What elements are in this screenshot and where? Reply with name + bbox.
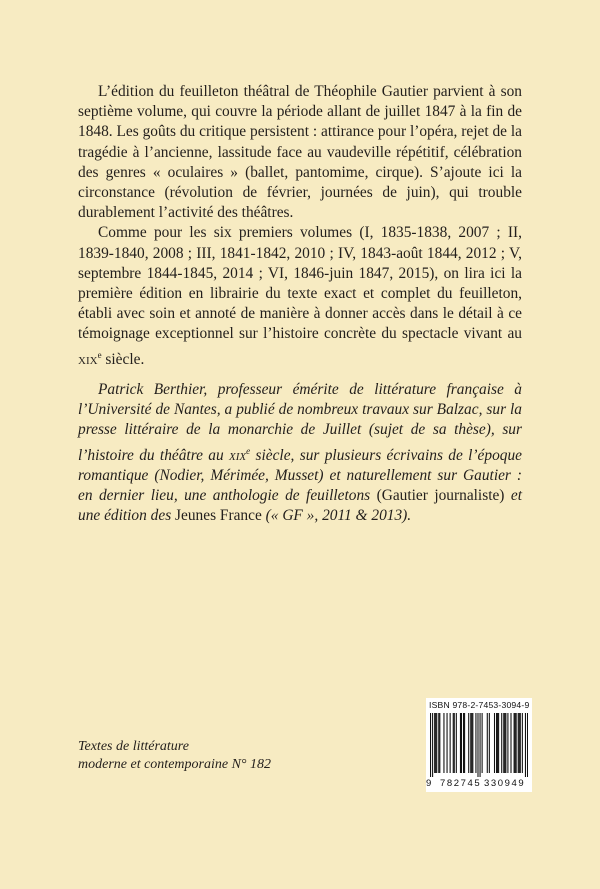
- summary-paragraph-2: [78, 223, 522, 370]
- isbn-barcode-block: [426, 698, 532, 792]
- ean-digits-left: 782745: [440, 778, 482, 789]
- summary-paragraph-2-text: Comme pour les six premiers volumes (I, 1835-1838, 2007 ; II, 1839-1840, 2008 ; III, 1841-1842, 2010 ; IV, 1843-août 1844, 2012 ; V, septembre 1844-1845, 2014 ; VI, 1846-juin 1847, 2015), on lira ici la première édition en librairie du texte exact et complet du feuilleton, établi avec soin et annoté de manière à donner accès dans le détail à ce témoignage exceptionnel sur l’histoire concrète du spectacle vivant au: [78, 224, 522, 343]
- series-line-2: moderne et contemporaine N° 182: [78, 757, 272, 772]
- summary-paragraph-2-end: siècle.: [101, 350, 145, 368]
- century-numeral: xix: [78, 350, 98, 368]
- series-info: [78, 738, 271, 774]
- barcode-icon: [430, 713, 528, 777]
- ean-digit-first: 9: [426, 778, 432, 789]
- bio-text-3: et une édition des: [78, 487, 522, 525]
- bio-text-1: Patrick Berthier, professeur émérite de littérature française à l’Université de Nantes, a publié de nombreux travaux sur Balzac, sur la presse littéraire de la monarchie de Juillet (sujet de sa thèse), sur l’histoire du théâtre au: [78, 381, 522, 464]
- bio-work-gautier-journaliste: (Gautier journaliste): [376, 487, 505, 505]
- bio-work-jeunes-france: Jeunes France: [175, 507, 262, 525]
- bio-century-superscript: e: [246, 445, 251, 456]
- century-superscript: e: [97, 349, 102, 360]
- back-cover-summary: [78, 82, 522, 370]
- ean-digits-right: 330949: [484, 778, 526, 789]
- bio-text-2: siècle, sur plusieurs écrivains de l’époque romantique (Nodier, Mérimée, Musset) et naturellement sur Gautier : en dernier lieu, une anthologie de feuilletons: [78, 446, 522, 505]
- summary-paragraph-1: L’édition du feuilleton théâtral de Théophile Gautier parvient à son septième volume, qui couvre la période allant de juillet 1847 à la fin de 1848. Les goûts du critique persistent : attirance pour l’opéra, rejet de la tragédie à l’ancienne, lassitude face au vaudeville répétitif, célébration des genres « oculaires » (ballet, pantomime, cirque). S’ajoute ici la circonstance (révolution de février, journées de juin), qui trouble durablement l’activité des théâtres.: [78, 83, 522, 222]
- bio-text-4: (« GF », 2011 & 2013).: [261, 507, 412, 525]
- bio-century-numeral: xix: [229, 446, 247, 464]
- isbn-label: ISBN 978-2-7453-3094-9: [429, 700, 530, 710]
- author-bio: [78, 380, 522, 527]
- series-line-1: Textes de littérature: [78, 739, 189, 754]
